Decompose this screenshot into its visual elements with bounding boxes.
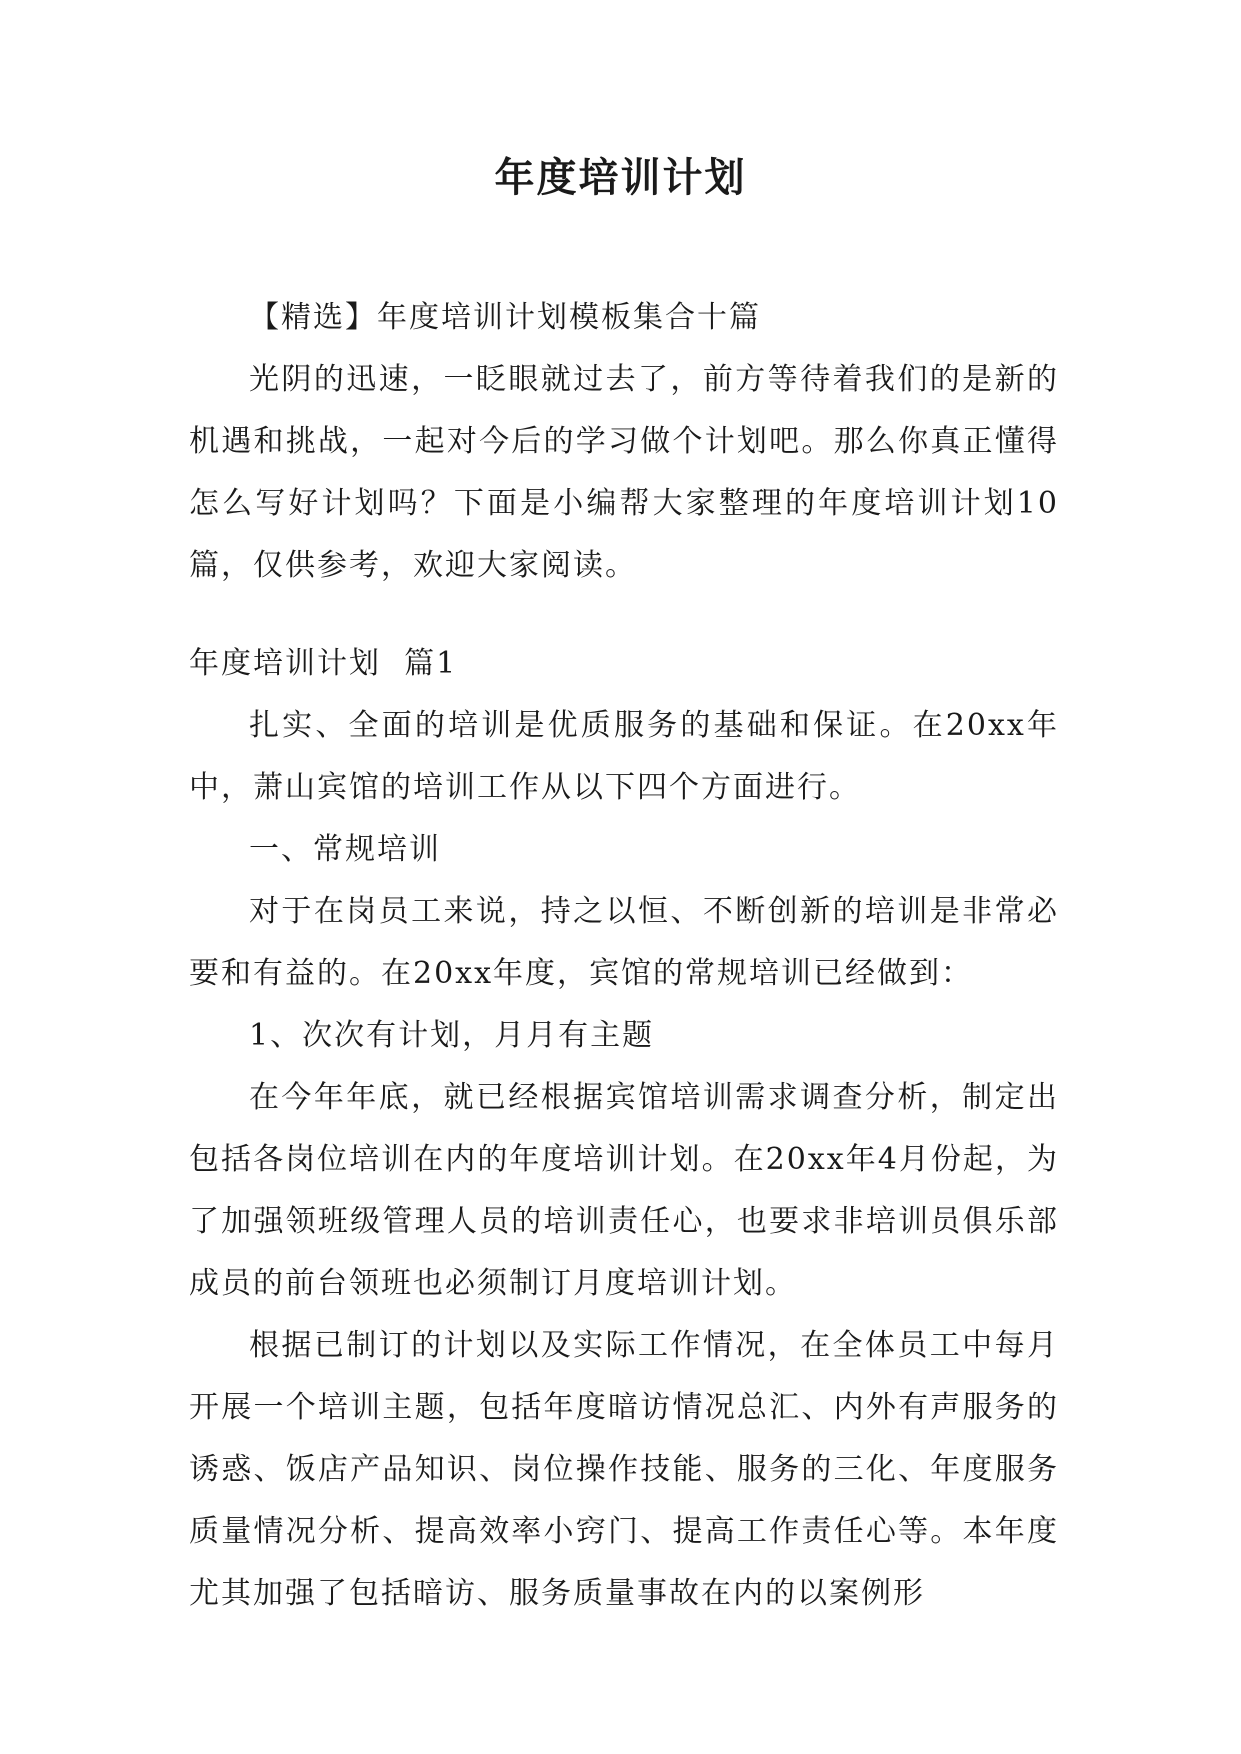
paragraph: 根据已制订的计划以及实际工作情况，在全体员工中每月开展一个培训主题，包括年度暗访情况总汇、内外有声服务的诱惑、饭店产品知识、岗位操作技能、服务的三化、年度服务质量情况分析、提高效率小窍门、提高工作责任心等。本年度尤其加强了包括暗访、服务质量事故在内的以案例形 [189, 1328, 1059, 1611]
subheading: 1、次次有计划，月月有主题 [249, 1018, 655, 1053]
intro-subtitle: 【精选】年度培训计划模板集合十篇 [249, 300, 761, 335]
section-heading: 年度培训计划 篇1 [189, 646, 458, 681]
intro-paragraph: 光阴的迅速，一眨眼就过去了，前方等待着我们的是新的机遇和挑战，一起对今后的学习做个计划吧。那么你真正懂得怎么写好计划吗？下面是小编帮大家整理的年度培训计划10篇，仅供参考，欢迎大家阅读。 [189, 362, 1059, 583]
section-1 [189, 633, 1059, 1625]
paragraph: 扎实、全面的培训是优质服务的基础和保证。在20xx年中，萧山宾馆的培训工作从以下四个方面进行。 [189, 708, 1059, 805]
document-title: 年度培训计划 [494, 154, 747, 201]
paragraph: 在今年年底，就已经根据宾馆培训需求调查分析，制定出包括各岗位培训在内的年度培训计划。在20xx年4月份起，为了加强领班级管理人员的培训责任心，也要求非培训员俱乐部成员的前台领班也必须制订月度培训计划。 [189, 1080, 1059, 1301]
intro-block [189, 287, 1059, 597]
subheading: 一、常规培训 [249, 832, 441, 867]
paragraph: 对于在岗员工来说，持之以恒、不断创新的培训是非常必要和有益的。在20xx年度，宾馆的常规培训已经做到： [189, 894, 1059, 991]
